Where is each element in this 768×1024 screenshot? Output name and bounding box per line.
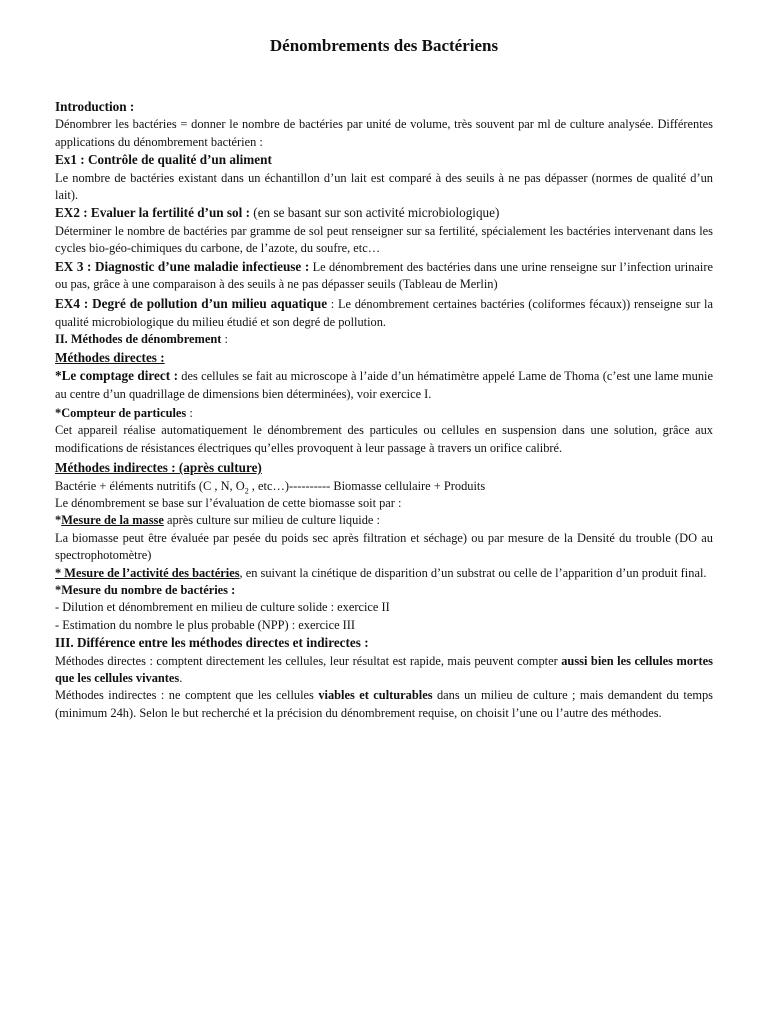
intro-text: Dénombrer les bactéries = donner le nombre de bactéries par unité de volume, très souvent par ml de culture analysée. Différentes applications du dénombrement bactérien : [55, 117, 713, 149]
indirect-difference-paragraph: Méthodes indirectes : ne comptent que les cellules viables et culturables dans un milieu de culture ; mais demandent du temps (minimum 24h). Selon le but recherché et la précision du dénombrement requise, on choisit l’une ou l’autre des méthodes. [55, 688, 713, 720]
document-title: Dénombrements des Bactériens [269, 36, 499, 55]
ex2-heading: EX2 : Evaluer la fertilité d’un sol : (en se basant sur son activité microbiologique) [55, 205, 500, 221]
nombre-item: - Estimation du nombre le plus probable (NPP) : exercice III [55, 617, 356, 632]
ex4-paragraph: EX4 : Degré de pollution d’un milieu aquatique : Le dénombrement certaines bactéries (coliformes fécaux)) renseigne sur la qualité microbiologique du milieu étudié et son degré de pollution. [55, 296, 713, 329]
compteur-text: Cet appareil réalise automatiquement le dénombrement des particules ou cellules en suspension dans une solution, grâce aux modifications de résistances électriques qu’elles provoquent à leur passage à travers un orifice calibré. [55, 423, 713, 455]
compteur-heading: *Compteur de particules : [55, 405, 193, 420]
ex3-paragraph: EX 3 : Diagnostic d’une maladie infectieuse : Le dénombrement des bactéries dans une urine renseigne sur l’infection urinaire ou pas, grâce à une comparaison à des seuils à ne pas dépasser seuils (Tableau de Merlin) [55, 258, 713, 292]
section3-heading: III. Différence entre les méthodes directes et indirectes : [55, 635, 369, 651]
intro-heading: Introduction : [55, 99, 135, 114]
ex1-heading: Ex1 : Contrôle de qualité d’un aliment [55, 152, 272, 168]
masse-text: La biomasse peut être évaluée par pesée du poids sec après filtration et séchage) ou par mesure de la Densité du trouble (DO au spectrophotomètre) [55, 530, 713, 563]
biomasse-text: Le dénombrement se base sur l’évaluation de cette biomasse soit par : [55, 495, 402, 510]
section2-heading: II. Méthodes de dénombrement : [55, 332, 228, 347]
masse-heading: *Mesure de la masse après culture sur milieu de culture liquide : [55, 513, 380, 528]
document-body [55, 98, 713, 722]
activite-paragraph: * Mesure de l’activité des bactéries, en suivant la cinétique de disparition d’un substrat ou celle de l’apparition d’un produit final. [55, 565, 707, 580]
direct-methods-heading: Méthodes directes : [55, 349, 165, 365]
equation-line: Bactérie + éléments nutritifs (C , N, $O_2$ , etc…)---------- Biomasse cellulaire + Produits [55, 478, 486, 495]
ex2-text: Déterminer le nombre de bactéries par gramme de sol peut renseigner sur sa fertilité, spécialement les bactéries intervenant dans les cycles bio-géo-chimiques du carbone, de l’azote, du soufre, etc… [55, 223, 713, 256]
ex1-text: Le nombre de bactéries existant dans un échantillon d’un lait est comparé à des seuils à ne pas dépasser (normes de qualité d’un lait). [55, 170, 713, 203]
comptage-direct-paragraph: *Le comptage direct : des cellules se fait au microscope à l’aide d’un hématimètre appelé Lame de Thoma (c’est une lame munie au centre d’un quadrillage de dimensions bien déterminées), voir exercice I. [55, 368, 713, 401]
indirect-methods-heading: Méthodes indirectes : (après culture) [55, 460, 262, 476]
nombre-item: - Dilution et dénombrement en milieu de culture solide : exercice II [55, 600, 390, 615]
nombre-heading: *Mesure du nombre de bactéries : [55, 582, 236, 597]
direct-difference-paragraph: Méthodes directes : comptent directement les cellules, leur résultat est rapide, mais peuvent compter aussi bien les cellules mortes que les cellules vivantes. [55, 653, 713, 685]
